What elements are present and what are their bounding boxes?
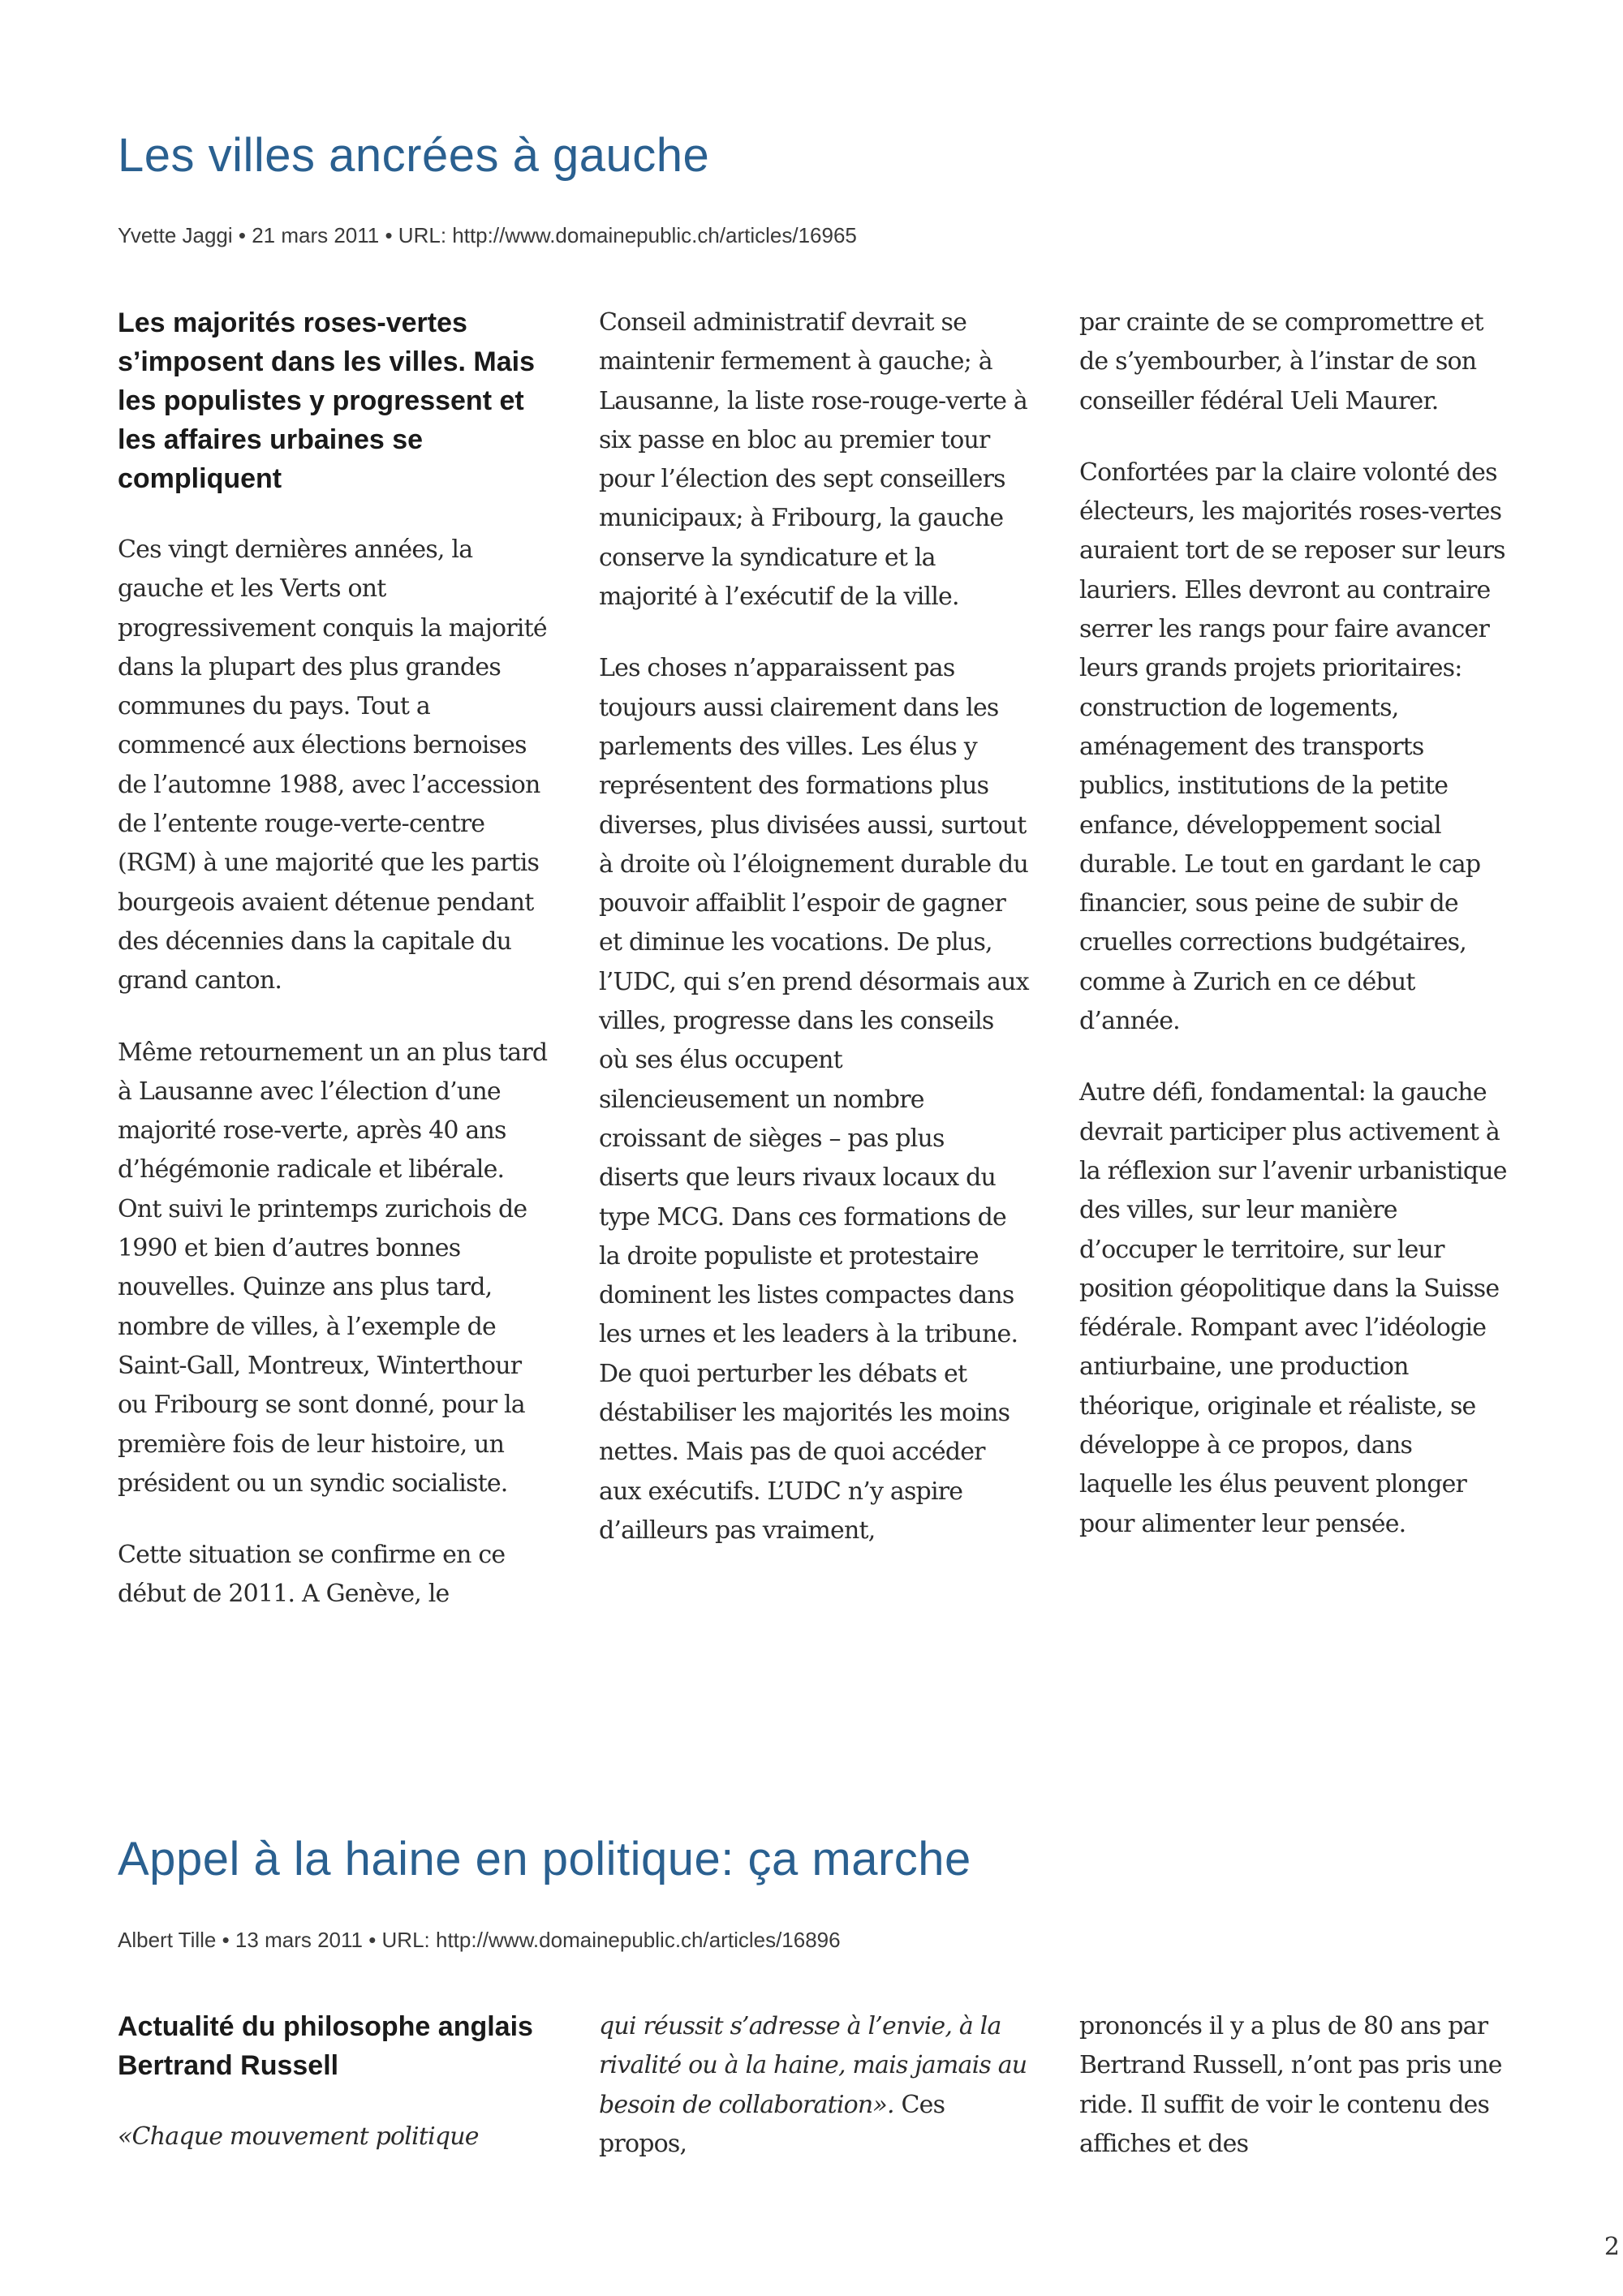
article-paragraph: prononcés il y a plus de 80 ans par Bertrand Russell, n’ont pas pris une ride. Il suffit de voir le contenu des affiches et des (1079, 2012, 1502, 2158)
article-column-1 (118, 2007, 548, 2189)
article-paragraph: Confortées par la claire volonté des électeurs, les majorités roses-vertes auraient tort de se reposer sur leurs lauriers. Elles devront au contraire serrer les rangs pour faire avancer leurs grands projets prioritaires: construction de logements, aménagement des transports publics, institutions de la petite enfance, développement social durable. Le tout en gardant le cap financier, sous peine de subir de cruelles corrections budgétaires, comme à Zurich en ce début d’année. (1079, 458, 1505, 1036)
article-column-2 (599, 303, 1029, 1583)
article-paragraph: Autre défi, fondamental: la gauche devrait participer plus activement à la réflexion sur l’avenir urbanistique des villes, sur leur manière d’occuper le territoire, sur leur position géopolitique dans la Suisse fédérale. Rompant avec l’idéologie antiurbaine, une production théorique, originale et réaliste, se développe à ce propos, dans laquelle les élus peuvent plonger pour alimenter leur pensée. (1079, 1078, 1507, 1538)
article-title: Appel à la haine en politique: ça marche (118, 1833, 971, 1885)
article-paragraph (599, 2007, 1029, 2164)
article-quote: «Chaque mouvement politique (118, 2122, 479, 2151)
article-paragraph: Même retournement un an plus tard à Lausanne avec l’élection d’une majorité rose-verte, après 40 ans d’hégémonie radicale et libérale. Ont suivi le printemps zurichois de 1990 et bien d’autres bonnes nouvelles. Quinze ans plus tard, nombre de villes, à l’exemple de Saint-Gall, Montreux, Winterthour ou Fribourg se sont donné, pour la première fois de leur histoire, un président ou un syndic socialiste. (118, 1038, 548, 1498)
article-paragraph: Ces vingt dernières années, la gauche et les Verts ont progressivement conquis la majorité dans la plupart des plus grandes communes du pays. Tout a commencé aux élections bernoises de l’automne 1988, avec l’accession de l’entente rouge-verte-centre (RGM) à une majorité que les partis bourgeois avaient détenue pendant des décennies dans la capitale du grand canton. (118, 535, 547, 995)
article-lead: Les majorités roses-vertes s’imposent dans les villes. Mais les populistes y progressent et les affaires urbaines se compliquent (118, 307, 535, 494)
article-paragraph: Conseil administratif devrait se maintenir fermement à gauche; à Lausanne, la liste rose-rouge-verte à six passe en bloc au premier tour pour l’élection des sept conseillers municipaux; à Fribourg, la gauche conserve la syndicature et la majorité à l’exécutif de la ville. (599, 308, 1028, 612)
article-column-3 (1079, 303, 1509, 1576)
article-column-3 (1079, 2007, 1509, 2196)
article-paragraph: par crainte de se compromettre et de s’yembourber, à l’instar de son conseiller fédéral Ueli Maurer. (1079, 308, 1483, 415)
article-lead: Actualité du philosophe anglais Bertrand Russell (118, 2011, 533, 2081)
article-quote: qui réussit s’adresse à l’envie, à la rivalité ou à la haine, mais jamais au besoin de collaboration». (599, 2012, 1027, 2119)
article-column-2 (599, 2007, 1029, 2196)
article-text: Ces propos, (599, 2090, 945, 2158)
article-title: Les villes ancrées à gauche (118, 129, 710, 182)
page-number: 2 (1604, 2233, 1620, 2261)
article-column-1 (118, 303, 548, 1647)
article-paragraph: Cette situation se confirme en ce début de 2011. A Genève, le (118, 1541, 506, 1609)
article-byline: Yvette Jaggi • 21 mars 2011 • URL: http://www.domainepublic.ch/articles/16965 (118, 223, 857, 247)
article-paragraph: Les choses n’apparaissent pas toujours aussi clairement dans les parlements des villes. Les élus y représentent des formations plus diverses, plus divisées aussi, surtout à droite où l’éloignement durable du pouvoir affaiblit l’espoir de gagner et diminue les vocations. De plus, l’UDC, qui s’en prend désormais aux villes, progresse dans les conseils où ses élus occupent silencieusement un nombre croissant de sièges – pas plus diserts que leurs rivaux locaux du type MCG. Dans ces formations de la droite populiste et protestaire dominent les listes compactes dans les urnes et les leaders à la tribune. De quoi perturber les débats et déstabiliser les majorités les moins nettes. Mais pas de quoi accéder aux exécutifs. L’UDC n’y aspire d’ailleurs pas vraiment, (599, 654, 1029, 1545)
article-byline: Albert Tille • 13 mars 2011 • URL: http://www.domainepublic.ch/articles/16896 (118, 1928, 841, 1952)
